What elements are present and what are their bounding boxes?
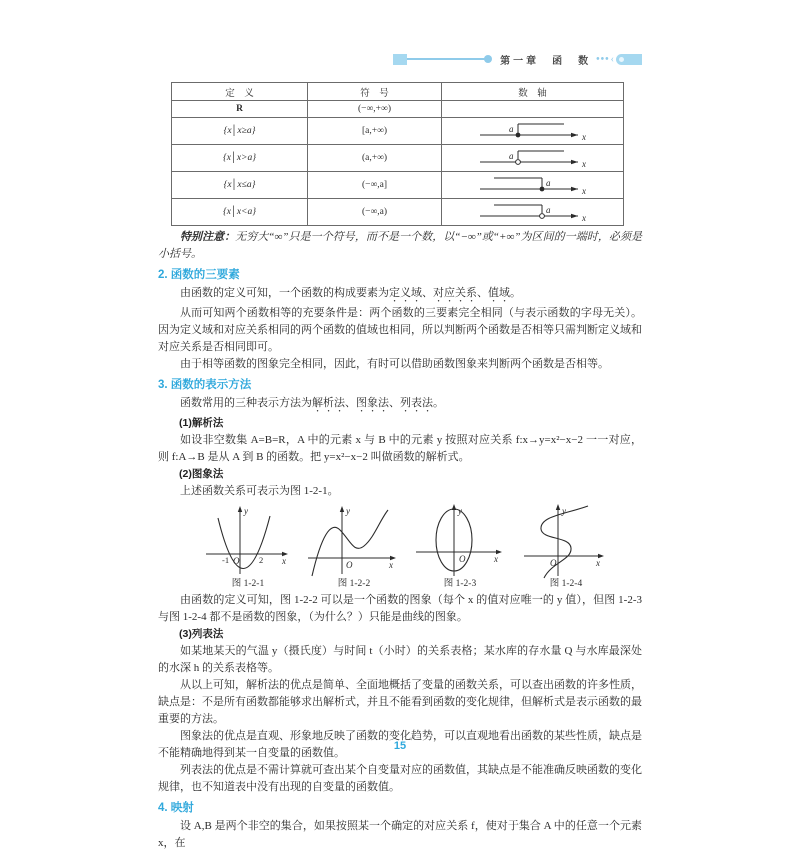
paragraph-analytic-method: 如设非空数集 A=B=R，A 中的元素 x 与 B 中的元素 y 按照对应关系 f:x→y=x²−x−2 一一对应，则 f:A→B 是从 A 到 B 的函数。把 y=x²−x−2 叫做函数的解析式。 — [158, 434, 642, 463]
figure-ellipse — [410, 502, 510, 591]
origin-label: O — [459, 554, 466, 564]
special-note-text: 无穷大“∞”只是一个符号，而不是一个数，以“−∞”或“+∞”为区间的一端时，必须是小括号。 — [158, 231, 643, 260]
table-row — [172, 172, 624, 199]
numberline-point-label: a — [545, 205, 550, 215]
cubic-curve-graph — [304, 502, 404, 578]
numberline-cell — [442, 199, 624, 226]
numberline-left-open-diagram — [468, 200, 598, 224]
numberline-right-closed-diagram — [468, 119, 598, 143]
x-axis-label: x — [389, 560, 393, 570]
paragraph-text: 由函数的定义可知，一个函数的构成要素为 — [180, 287, 389, 299]
definition-cell: {x│x>a} — [172, 145, 308, 172]
symbol-cell: [a,+∞) — [308, 118, 442, 145]
special-note — [158, 229, 642, 263]
definition-cell: {x│x<a} — [172, 199, 308, 226]
paragraph-table-pros-cons: 列表法的优点是不需计算就可查出某个自变量对应的函数值，其缺点是不能准确反映函数的变化规律，也不知道表中没有出现的自变量的函数值。 — [158, 764, 642, 793]
emphasized-term-analytic: 解析法 — [312, 397, 345, 409]
numberline-x-label: x — [581, 186, 586, 196]
emphasized-term-domain: 定义域 — [389, 287, 422, 299]
tick-label-2: 2 — [259, 555, 264, 565]
x-axis-label: x — [282, 556, 286, 566]
ellipse-graph — [410, 502, 510, 578]
symbol-cell: (−∞,a] — [308, 172, 442, 199]
paragraph-equal-graphs: 由于相等函数的图象完全相同，因此，有时可以借助函数图象来判断两个函数是否相等。 — [180, 358, 609, 370]
paragraph-text: 函数常用的三种表示方法为 — [180, 397, 312, 409]
symbol-cell: (−∞,a) — [308, 199, 442, 226]
header-pill-decoration — [616, 54, 642, 65]
paragraph-graphic-method: 上述函数关系可表示为图 1-2-1。 — [180, 485, 339, 497]
header-square-decoration — [393, 54, 407, 65]
table-row — [172, 199, 624, 226]
paragraph-equal-functions: 从而可知两个函数相等的充要条件是：两个函数的三要素完全相同（与表示函数的字母无关）。因为定义域和对应关系相同的两个函数的值域也相同，所以判断两个函数是否相等只需判断定义域和对应关系是否相同即可。 — [158, 307, 642, 353]
table-row — [172, 118, 624, 145]
numberline-cell — [442, 145, 624, 172]
section-heading-representation-methods: 3. 函数的表示方法 — [158, 379, 252, 391]
emphasized-term-graphic: 图象法 — [356, 397, 389, 409]
figure-s-curve — [516, 502, 616, 591]
emphasized-term-range: 值域 — [488, 287, 510, 299]
numberline-x-label: x — [581, 159, 586, 169]
numberline-x-label: x — [581, 132, 586, 142]
paragraph-text: 。 — [510, 287, 521, 299]
paragraph-analytic-pros-cons: 从以上可知，解析法的优点是简单、全面地概括了变量的函数关系，可以查出函数的许多性质，缺点是：不是所有函数都能够求出解析式，并且不能看到函数的变化规律，但解析式是表示函数的最重要的方法。 — [158, 679, 642, 725]
separator: 、 — [345, 397, 356, 409]
page-content — [158, 52, 642, 852]
table-row — [172, 101, 624, 118]
tick-label-neg1: -1 — [222, 555, 230, 565]
figure-caption: 图 1-2-4 — [549, 579, 583, 589]
parabola-graph — [198, 502, 298, 578]
figure-caption: 图 1-2-1 — [231, 579, 265, 589]
section-heading-three-elements: 2. 函数的三要素 — [158, 269, 240, 281]
numberline-x-label: x — [581, 213, 586, 223]
subheading-graphic-method: (2)图象法 — [179, 468, 224, 480]
definition-cell: {x│x≥a} — [172, 118, 308, 145]
header-trail-dots: ••• — [596, 53, 610, 65]
separator: 、 — [422, 287, 433, 299]
emphasized-term-correspondence: 对应关系 — [433, 287, 477, 299]
origin-label: O — [233, 556, 240, 566]
s-curve-graph — [516, 502, 616, 578]
numberline-cell-empty — [442, 101, 624, 118]
x-axis-label: x — [596, 558, 600, 568]
interval-notation-table — [171, 82, 624, 226]
figure-caption: 图 1-2-2 — [337, 579, 371, 589]
col-header-symbol: 符 号 — [308, 83, 442, 101]
figure-cubic — [304, 502, 404, 591]
header-dot-decoration — [484, 55, 492, 63]
y-axis-label: y — [458, 506, 462, 516]
paragraph-table-method: 如某地某天的气温 y（摄氏度）与时间 t（小时）的关系表格；某水库的存水量 Q 与水库最深处的水深 h 的关系表格等。 — [158, 645, 642, 674]
table-row — [172, 145, 624, 172]
section-heading-mapping: 4. 映射 — [158, 802, 194, 814]
header-line-decoration — [407, 58, 489, 60]
figure-parabola — [198, 502, 298, 591]
numberline-point-label: a — [508, 124, 513, 134]
symbol-cell: (−∞,+∞) — [308, 101, 442, 118]
col-header-numberline: 数 轴 — [442, 83, 624, 101]
symbol-cell: (a,+∞) — [308, 145, 442, 172]
paragraph-graphic-pros-cons: 图象法的优点是直观、形象地反映了函数的变化趋势，可以直观地看出函数的某些性质，缺点是不能精确地得到某一自变量的函数值。 — [158, 730, 642, 759]
paragraph-three-methods — [158, 395, 642, 415]
y-axis-label: y — [244, 506, 248, 516]
numberline-point-label: a — [508, 151, 513, 161]
table-header-row — [172, 83, 624, 101]
origin-label: O — [346, 560, 353, 570]
subheading-analytic-method: (1)解析法 — [179, 417, 224, 429]
header-pill-dot — [619, 57, 624, 62]
numberline-point-label: a — [545, 178, 550, 188]
definition-cell: R — [172, 101, 308, 118]
figure-caption: 图 1-2-3 — [443, 579, 477, 589]
paragraph-elements — [158, 285, 642, 305]
subheading-table-method: (3)列表法 — [179, 628, 224, 640]
paragraph-figures-note: 由函数的定义可知，图 1-2-2 可以是一个函数的图象（每个 x 的值对应唯一的 y 值），但图 1-2-3 与图 1-2-4 都不是函数的图象，（为什么？）只能是曲线的图象。 — [158, 594, 642, 623]
paragraph-text: 。 — [433, 397, 444, 409]
col-header-definition: 定 义 — [172, 83, 308, 101]
emphasized-term-table: 列表法 — [400, 397, 433, 409]
definition-cell: {x│x≤a} — [172, 172, 308, 199]
chapter-title: 第一章 函 数 — [500, 55, 592, 67]
numberline-left-closed-diagram — [468, 173, 598, 197]
origin-label: O — [550, 558, 557, 568]
chevron-left-icon: ‹ — [610, 53, 614, 65]
figures-row — [158, 502, 642, 591]
page-header — [158, 52, 642, 66]
special-note-label: 特别注意： — [180, 231, 236, 243]
x-axis-label: x — [494, 554, 498, 564]
y-axis-label: y — [562, 506, 566, 516]
numberline-cell — [442, 172, 624, 199]
page-number: 15 — [393, 740, 407, 752]
separator: 、 — [389, 397, 400, 409]
y-axis-label: y — [346, 506, 350, 516]
numberline-cell — [442, 118, 624, 145]
separator: 、 — [477, 287, 488, 299]
paragraph-mapping-definition: 设 A,B 是两个非空的集合，如果按照某一个确定的对应关系 f，使对于集合 A 中的任意一个元素 x，在 — [158, 820, 642, 849]
numberline-right-open-diagram — [468, 146, 598, 170]
